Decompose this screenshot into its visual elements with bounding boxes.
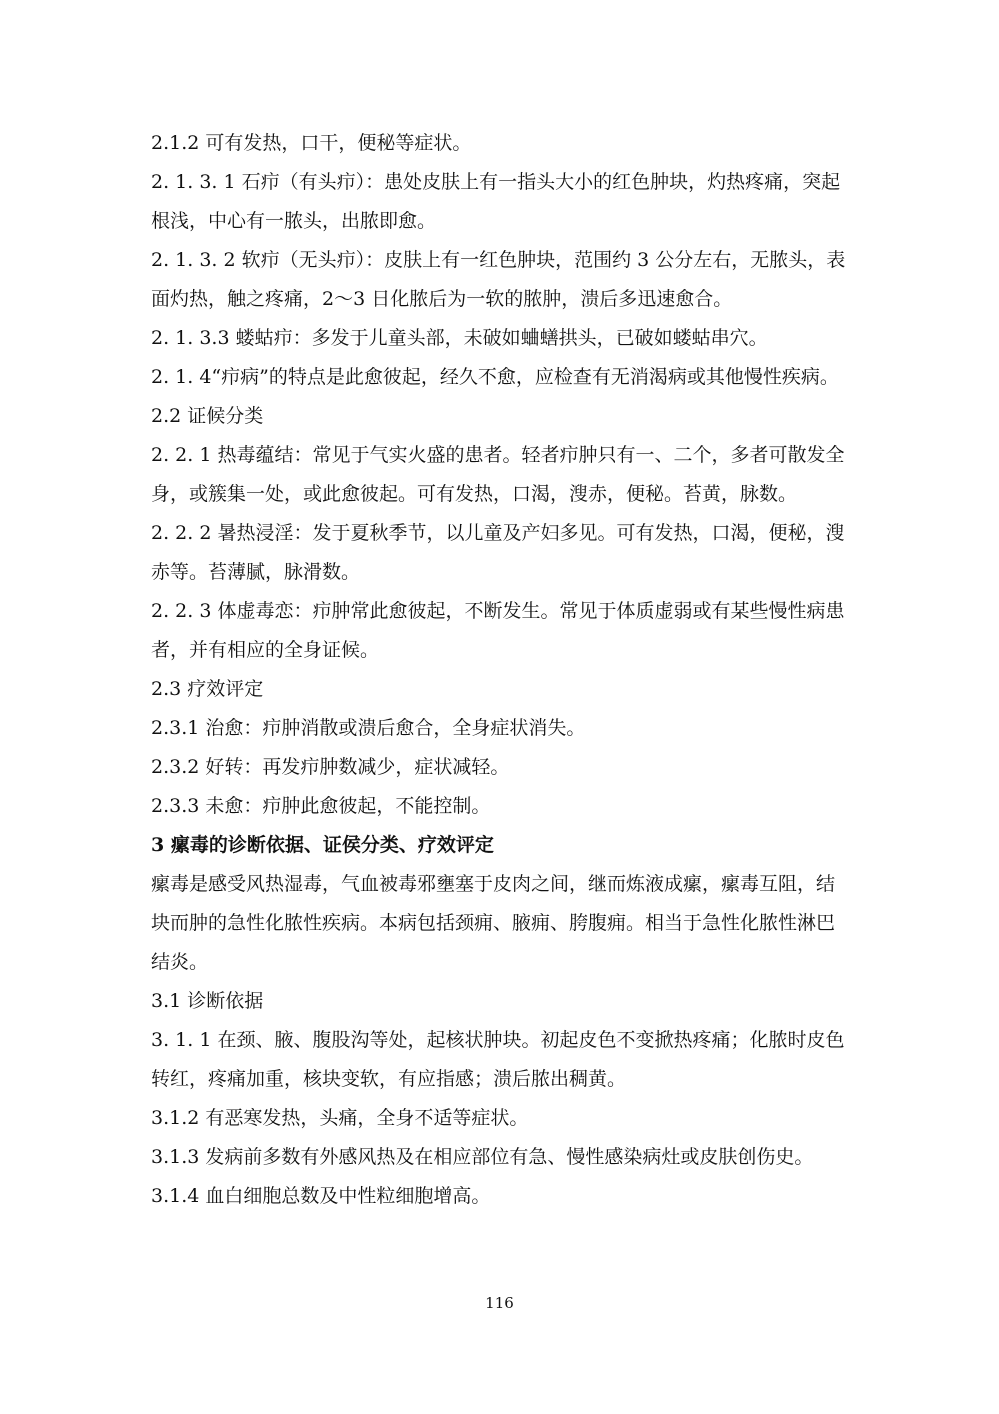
paragraph: 瘰毒是感受风热湿毒，气血被毒邪壅塞于皮肉之间，继而炼液成瘰，瘰毒互阻，结块而肿的急性化脓性疾病。本病包括颈痈、腋痈、胯腹痈。相当于急性化脓性淋巴结炎。 xyxy=(151,873,836,973)
paragraph: 3.1.3 发病前多数有外感风热及在相应部位有急、慢性感染病灶或皮肤创伤史。 xyxy=(151,1146,814,1168)
document-body xyxy=(151,124,853,1216)
page-number: 116 xyxy=(485,1294,514,1312)
paragraph: 2.1.2 可有发热，口干，便秘等症状。 xyxy=(151,132,472,154)
paragraph: 3. 1. 1 在颈、腋、腹股沟等处，起核状肿块。初起皮色不变掀热疼痛；化脓时皮色转红，疼痛加重，核块变软，有应指感；溃后脓出稠黄。 xyxy=(151,1029,845,1090)
paragraph: 2.3.1 治愈：疖肿消散或溃后愈合，全身症状消失。 xyxy=(151,717,586,739)
section-heading: 2.2 证候分类 xyxy=(151,405,264,427)
paragraph: 3.1.2 有恶寒发热，头痛，全身不适等症状。 xyxy=(151,1107,529,1129)
paragraph: 2. 1. 3. 2 软疖（无头疖）：皮肤上有一红色肿块，范围约 3 公分左右，无脓头，表面灼热，触之疼痛，2～3 日化脓后为一软的脓肿，溃后多迅速愈合。 xyxy=(151,249,846,310)
section-heading: 3.1 诊断依据 xyxy=(151,990,264,1012)
section-heading: 2.3 疗效评定 xyxy=(151,678,264,700)
paragraph: 2. 2. 3 体虚毒恋：疖肿常此愈彼起，不断发生。常见于体质虚弱或有某些慢性病患者，并有相应的全身证候。 xyxy=(151,600,845,661)
paragraph: 2. 1. 3. 1 石疖（有头疖）：患处皮肤上有一指头大小的红色肿块，灼热疼痛，突起根浅，中心有一脓头，出脓即愈。 xyxy=(151,171,841,232)
paragraph: 2.3.2 好转：再发疖肿数减少，症状减轻。 xyxy=(151,756,510,778)
paragraph: 2. 2. 1 热毒蕴结：常见于气实火盛的患者。轻者疖肿只有一、二个，多者可散发全身，或簇集一处，或此愈彼起。可有发热，口渴，溲赤，便秘。苔黄，脉数。 xyxy=(151,444,845,505)
paragraph: 2. 1. 3.3 蝼蛄疖：多发于儿童头部，未破如蛐蟮拱头，已破如蝼蛄串穴。 xyxy=(151,327,768,349)
paragraph: 2. 1. 4“疖病”的特点是此愈彼起，经久不愈，应检查有无消渴病或其他慢性疾病。 xyxy=(151,366,839,388)
chapter-heading: 3 瘰毒的诊断依据、证侯分类、疗效评定 xyxy=(151,834,494,856)
paragraph: 3.1.4 血白细胞总数及中性粒细胞增高。 xyxy=(151,1185,491,1207)
paragraph: 2.3.3 未愈：疖肿此愈彼起，不能控制。 xyxy=(151,795,491,817)
paragraph: 2. 2. 2 暑热浸淫：发于夏秋季节，以儿童及产妇多见。可有发热，口渴，便秘，溲赤等。苔薄腻，脉滑数。 xyxy=(151,522,845,583)
